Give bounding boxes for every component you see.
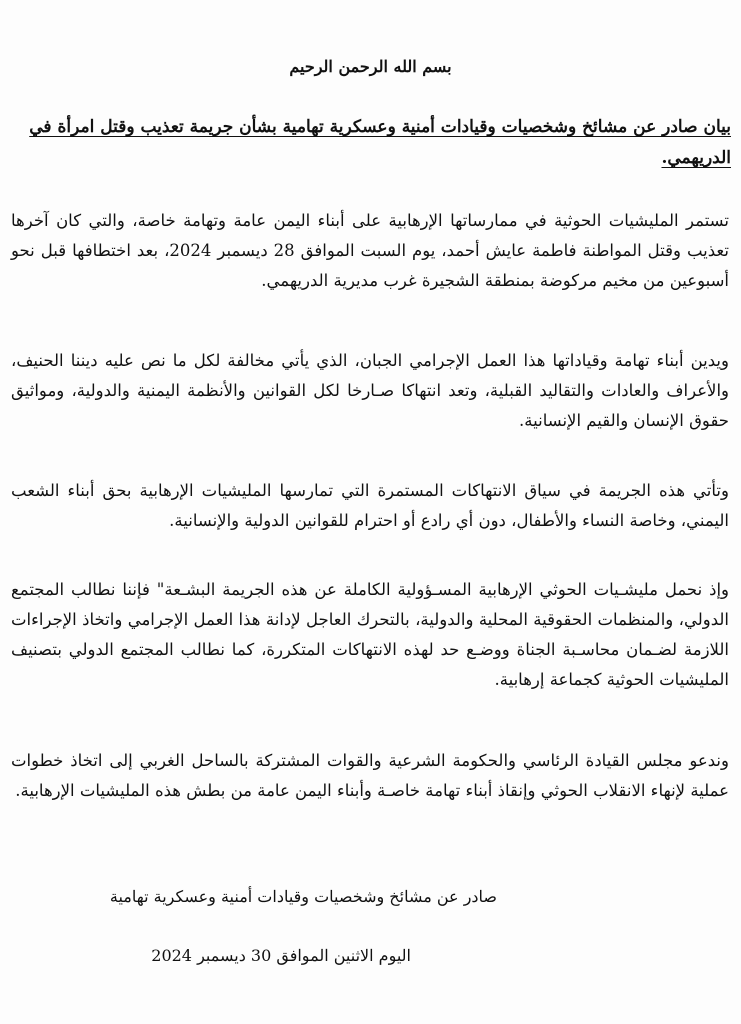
paragraph-2: ويدين أبناء تهامة وقياداتها هذا العمل الإجرامي الجبان، الذي يأتي مخالفة لكل ما نص عليه ديننا الحنيف، والأعراف والعادات والتقاليد القبلية، وتعد انتهاكا صـارخا لكل القوانين والأنظمة اليمنية والدولية، ومواثيق حقوق الإنسان والقيم الإنسانية. bbox=[11, 351, 729, 430]
paragraph-1: تستمر المليشيات الحوثية في ممارساتها الإرهابية على أبناء اليمن عامة وتهامة خاصة، والتي كان آخرها تعذيب وقتل المواطنة فاطمة عايش أحمد، يوم السبت الموافق 28 ديسمبر 2024، بعد اختطافها قبل نحو أسبوعين من مخيم مركوضة بمنطقة الشجيرة غرب مديرية الدريهمي. bbox=[11, 211, 729, 290]
paragraph-3: وتأتي هذه الجريمة في سياق الانتهاكات المستمرة التي تمارسها المليشيات الإرهابية بحق أبناء الشعب اليمني، وخاصة النساء والأطفال، دون أي رادع أو احترام للقوانين الدولية والإنسانية. bbox=[11, 481, 729, 530]
paragraph-4: وإذ نحمل مليشـيات الحوثي الإرهابية المسـؤولية الكاملة عن هذه الجريمة البشـعة" فإننا نطالب المجتمع الدولي، والمنظمات الحقوقية المحلية والدولية، بالتحرك العاجل لإدانة هذا العمل الإجرامي واتخاذ الإجراءات اللازمة لضـمان محاسـبة الجناة ووضـع حد لهذه الانتهاكات المتكررة، كما نطالب المجتمع الدولي بتصنيف المليشيات الحوثية كجماعة إرهابية. bbox=[11, 580, 729, 689]
basmala-heading: بسم الله الرحمن الرحيم bbox=[289, 57, 452, 76]
paragraph-5: وندعو مجلس القيادة الرئاسي والحكومة الشرعية والقوات المشتركة بالساحل الغربي إلى اتخاذ خطوات عملية لإنهاء الانقلاب الحوثي وإنقاذ أبناء تهامة خاصـة وأبناء اليمن عامة من بطش هذه المليشيات الإرهابية. bbox=[11, 751, 729, 800]
date-line: اليوم الاثنين الموافق 30 ديسمبر 2024 bbox=[151, 946, 411, 965]
signature-line: صادر عن مشائخ وشخصيات وقيادات أمنية وعسكرية تهامية bbox=[109, 887, 497, 906]
statement-title: بيان صادر عن مشائخ وشخصيات وقيادات أمنية وعسكرية تهامية بشأن جريمة تعذيب وقتل امرأة في الدريهمي. bbox=[29, 117, 731, 168]
